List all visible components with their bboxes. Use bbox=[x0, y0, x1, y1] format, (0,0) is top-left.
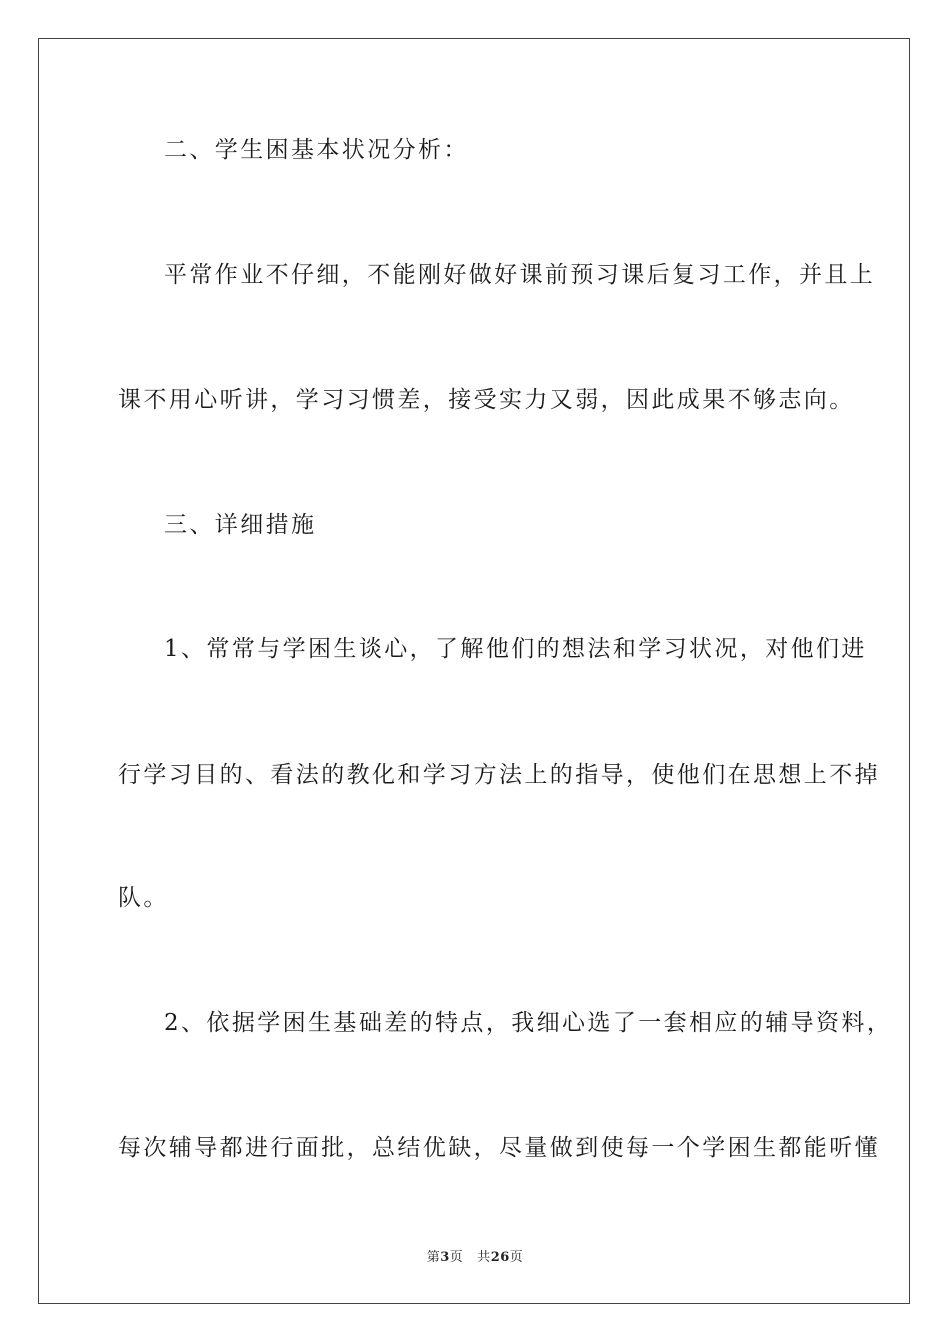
page-border bbox=[38, 38, 910, 1304]
footer-page-number: 3 bbox=[440, 1250, 450, 1265]
footer-page-prefix: 第 bbox=[426, 1250, 441, 1265]
paragraph-line: 队。 bbox=[118, 885, 169, 911]
paragraph-line: 行学习目的、看法的教化和学习方法上的指导，使他们在思想上不掉 bbox=[118, 762, 880, 788]
paragraph-line: 每次辅导都进行面批，总结优缺，尽量做到使每一个学困生都能听懂 bbox=[118, 1135, 880, 1161]
section-heading-2: 二、学生困基本状况分析： bbox=[164, 137, 469, 163]
paragraph-line: 课不用心听讲，学习习惯差，接受实力又弱，因此成果不够志向。 bbox=[118, 387, 855, 413]
footer-total-prefix: 共 bbox=[477, 1250, 491, 1265]
footer-total-suffix: 页 bbox=[509, 1250, 524, 1265]
footer-total-pages: 26 bbox=[490, 1250, 510, 1265]
footer-page-suffix: 页 bbox=[449, 1250, 464, 1265]
section-heading-3: 三、详细措施 bbox=[164, 512, 317, 538]
paragraph-line: 1、常常与学困生谈心，了解他们的想法和学习状况，对他们进 bbox=[164, 636, 867, 662]
page-footer bbox=[0, 1246, 950, 1265]
paragraph-line: 平常作业不仔细，不能刚好做好课前预习课后复习工作，并且上 bbox=[164, 262, 876, 288]
paragraph-line: 2、依据学困生基础差的特点，我细心选了一套相应的辅导资料， bbox=[164, 1010, 893, 1036]
